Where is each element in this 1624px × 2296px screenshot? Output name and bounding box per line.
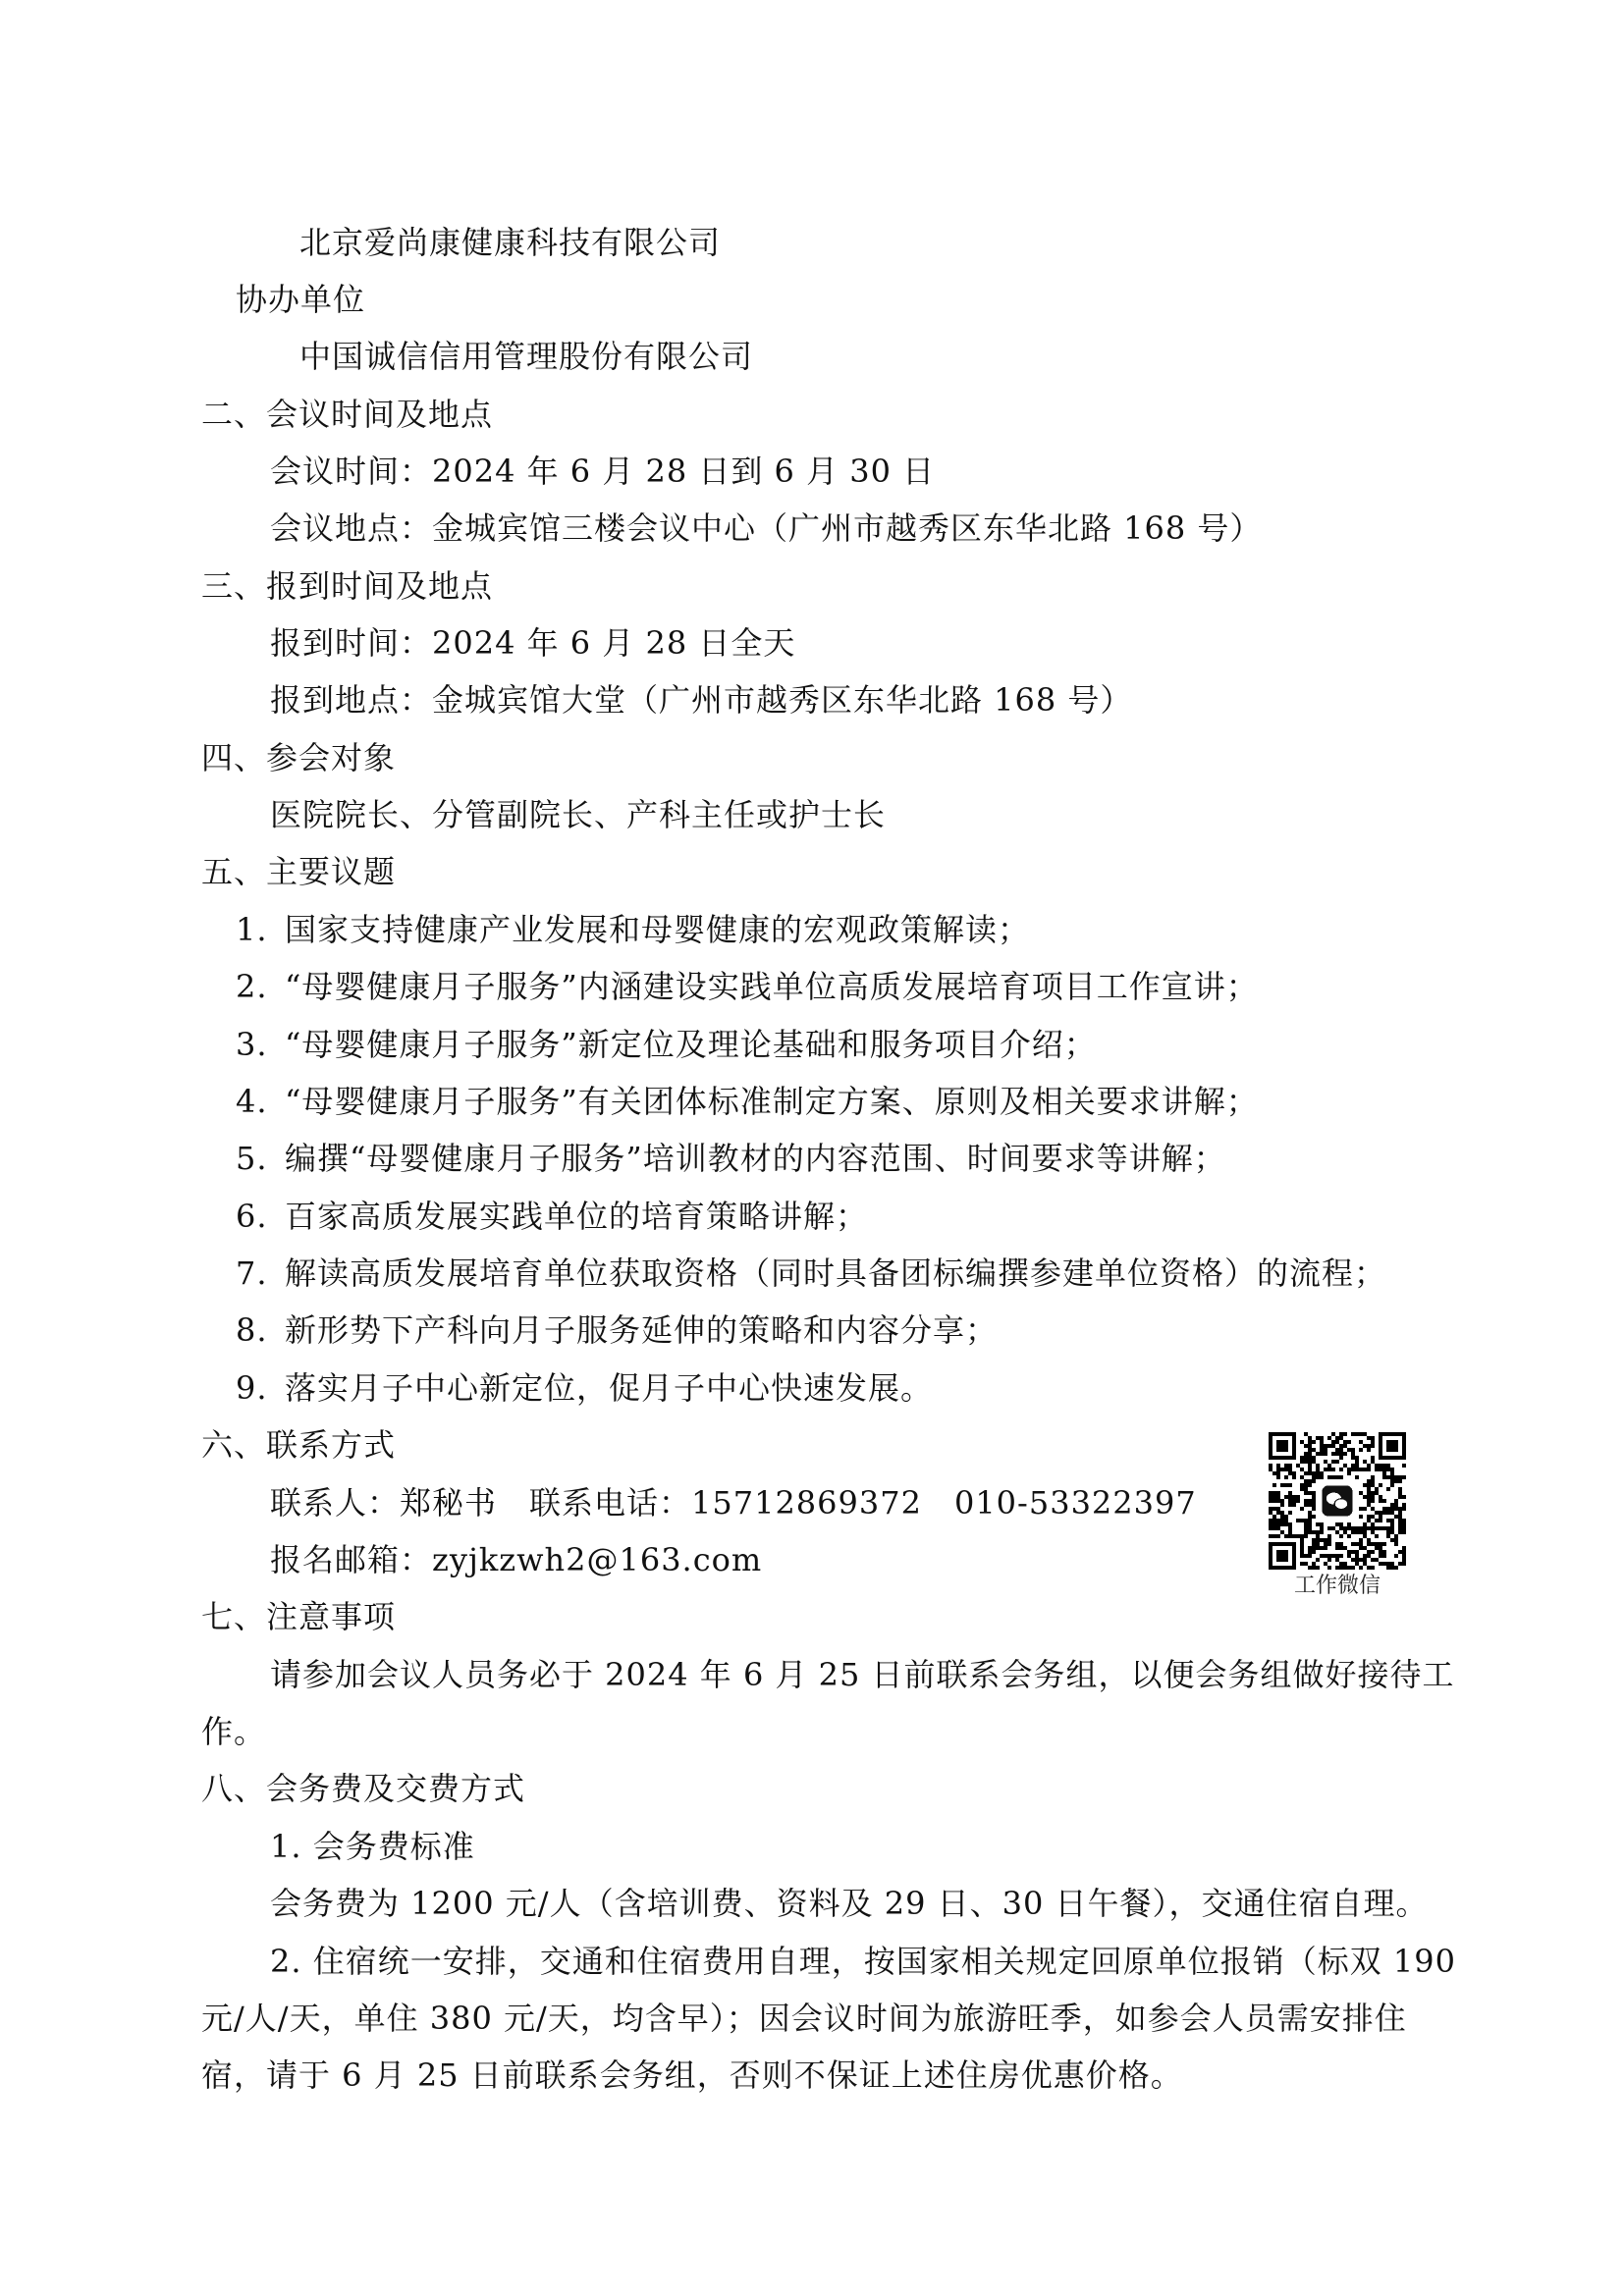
section-heading-7: 七、注意事项 [201, 1598, 397, 1635]
notice-line-2: 作。 [201, 1713, 267, 1750]
qr-caption: 工作微信 [1293, 1574, 1380, 1598]
topic-item: 2. “母婴健康月子服务”内涵建设实践单位高质发展培育项目工作宣讲； [236, 968, 1259, 1005]
lodging-line-2: 元/人/天，单住 380 元/天，均含早）；因会议时间为旅游旺季，如参会人员需安排住 [201, 2000, 1407, 2037]
fee-detail: 会务费为 1200 元/人（含培训费、资料及 29 日、30 日午餐），交通住宿自理。 [270, 1885, 1429, 1922]
section-heading-6: 六、联系方式 [201, 1426, 397, 1464]
wechat-icon [1320, 1483, 1355, 1519]
contact-info: 联系人：郑秘书 联系电话：15712869372 010-53322397 [270, 1484, 1197, 1522]
section-heading-5: 五、主要议题 [201, 853, 397, 890]
topic-item: 8. 新形势下产科向月子服务延伸的策略和内容分享； [236, 1311, 999, 1349]
topic-item: 6. 百家高质发展实践单位的培育策略讲解； [236, 1198, 869, 1235]
registration-email[interactable]: 报名邮箱：zyjkzwh2@163.com [270, 1541, 763, 1578]
notice-line-1: 请参加会议人员务必于 2024 年 6 月 25 日前联系会务组，以便会务组做好接待工 [270, 1656, 1455, 1693]
registration-time: 报到时间：2024 年 6 月 28 日全天 [270, 624, 796, 662]
lodging-line-1: 2. 住宿统一安排，交通和住宿费用自理，按国家相关规定回原单位报销（标双 190 [270, 1943, 1456, 1980]
co-organizer-label: 协办单位 [236, 281, 366, 318]
registration-place: 报到地点：金城宾馆大堂（广州市越秀区东华北路 168 号） [270, 681, 1133, 719]
meeting-place: 会议地点：金城宾馆三楼会议中心（广州市越秀区东华北路 168 号） [270, 509, 1263, 547]
attendees: 医院院长、分管副院长、产科主任或护士长 [270, 796, 887, 833]
topic-item: 5. 编撰“母婴健康月子服务”培训教材的内容范围、时间要求等讲解； [236, 1140, 1226, 1177]
topic-item: 1. 国家支持健康产业发展和母婴健康的宏观政策解读； [236, 911, 1031, 948]
section-heading-8: 八、会务费及交费方式 [201, 1770, 526, 1807]
section-heading-3: 三、报到时间及地点 [201, 567, 494, 605]
section-heading-4: 四、参会对象 [201, 739, 397, 776]
lodging-line-3: 宿，请于 6 月 25 日前联系会务组，否则不保证上述住房优惠价格。 [201, 2056, 1183, 2094]
qr-code-icon[interactable] [1265, 1428, 1410, 1574]
topic-item: 4. “母婴健康月子服务”有关团体标准制定方案、原则及相关要求讲解； [236, 1083, 1259, 1120]
topic-item: 7. 解读高质发展培育单位获取资格（同时具备团标编撰参建单位资格）的流程； [236, 1255, 1387, 1292]
organizer-company: 北京爱尚康健康科技有限公司 [299, 224, 722, 261]
meeting-time: 会议时间：2024 年 6 月 28 日到 6 月 30 日 [270, 453, 936, 490]
topic-item: 9. 落实月子中心新定位，促月子中心快速发展。 [236, 1369, 934, 1407]
co-organizer-company: 中国诚信信用管理股份有限公司 [299, 338, 754, 375]
topic-item: 3. “母婴健康月子服务”新定位及理论基础和服务项目介绍； [236, 1026, 1097, 1063]
fee-standard-heading: 1. 会务费标准 [270, 1828, 475, 1865]
section-heading-2: 二、会议时间及地点 [201, 396, 494, 433]
